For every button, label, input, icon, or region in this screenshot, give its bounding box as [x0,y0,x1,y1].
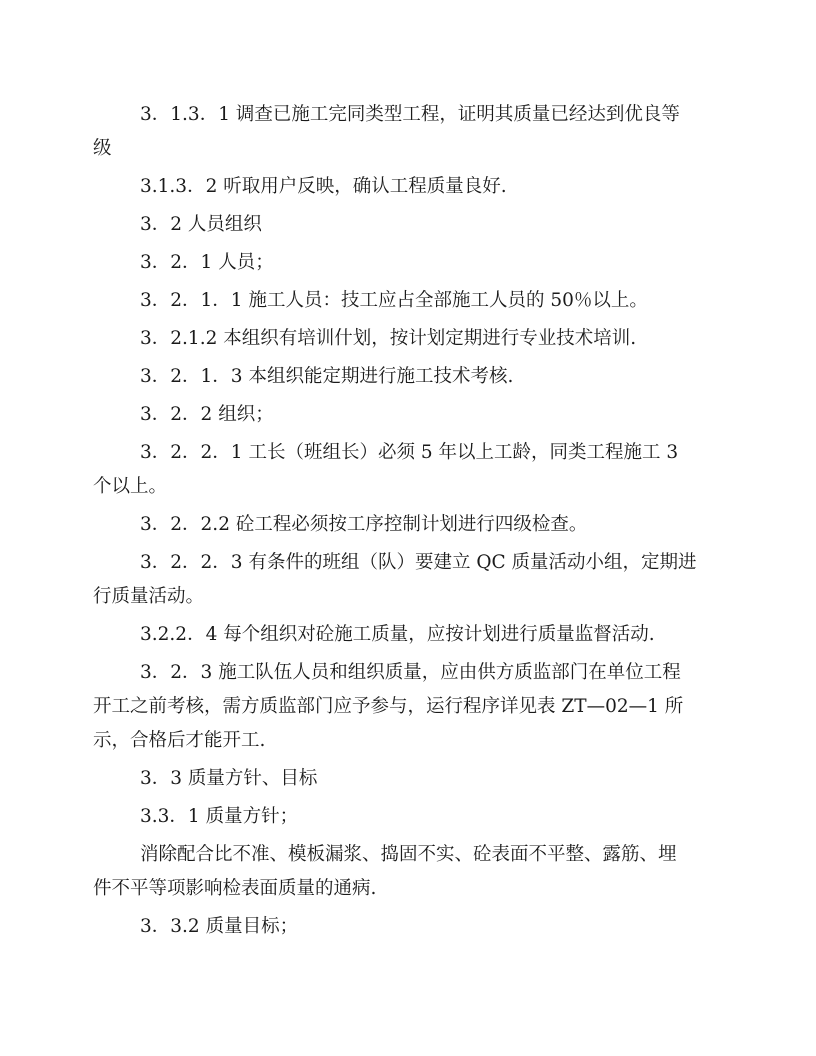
text-line: 3．3.2 质量目标； [140,916,299,937]
paragraph [93,436,733,504]
paragraph [93,98,733,166]
text-line: 3．2 人员组织 [140,214,262,235]
text-line: 3．2．2．3 有条件的班组（队）要建立 QC 质量活动小组，定期进 [140,552,697,573]
paragraph [93,618,733,652]
paragraph [93,398,733,432]
text-line: 3．2．2．1 工长（班组长）必须 5 年以上工龄，同类工程施工 3 [140,442,679,463]
text-line: 3.1.3．2 听取用户反映，确认工程质量良好. [140,176,507,197]
document-page [93,98,733,948]
paragraph [93,208,733,242]
text-line: 3．3 质量方针、目标 [140,768,318,789]
paragraph [93,508,733,542]
text-line: 3．2．1．3 本组织能定期进行施工技术考核. [140,366,514,387]
text-line: 3．2．2.2 砼工程必须按工序控制计划进行四级检查。 [140,514,588,535]
text-line: 3．2.1.2 本组织有培训什划，按计划定期进行专业技术培训. [140,328,637,349]
paragraph [93,910,733,944]
text-line: 3.2.2．4 每个组织对砼施工质量，应按计划进行质量监督活动. [140,624,655,645]
text-line: 级 [93,138,112,159]
paragraph [93,838,733,906]
text-line: 个以上。 [93,476,168,497]
text-line: 件不平等项影响检表面质量的通病. [93,878,377,899]
text-line: 3．1.3．1 调查已施工完同类型工程，证明其质量已经达到优良等 [140,104,680,125]
text-line: 行质量活动。 [93,586,205,607]
text-line: 3.3．1 质量方针； [140,806,299,827]
text-line: 示，合格后才能开工. [93,730,266,751]
text-line: 3．2．1 人员； [140,252,274,273]
paragraph [93,322,733,356]
text-line: 开工之前考核，需方质监部门应予参与，运行程序详见表 ZT—02—1 所 [93,696,684,717]
text-line: 3．2．2 组织； [140,404,274,425]
text-line: 3．2．3 施工队伍人员和组织质量，应由供方质监部门在单位工程 [140,662,681,683]
paragraph [93,284,733,318]
paragraph [93,246,733,280]
text-line: 消除配合比不准、模板漏浆、捣固不实、砼表面不平整、露筋、埋 [140,844,677,865]
paragraph [93,656,733,758]
paragraph [93,546,733,614]
paragraph [93,170,733,204]
paragraph [93,800,733,834]
paragraph [93,360,733,394]
paragraph [93,762,733,796]
text-line: 3．2．1．1 施工人员：技工应占全部施工人员的 50％以上。 [140,290,648,311]
